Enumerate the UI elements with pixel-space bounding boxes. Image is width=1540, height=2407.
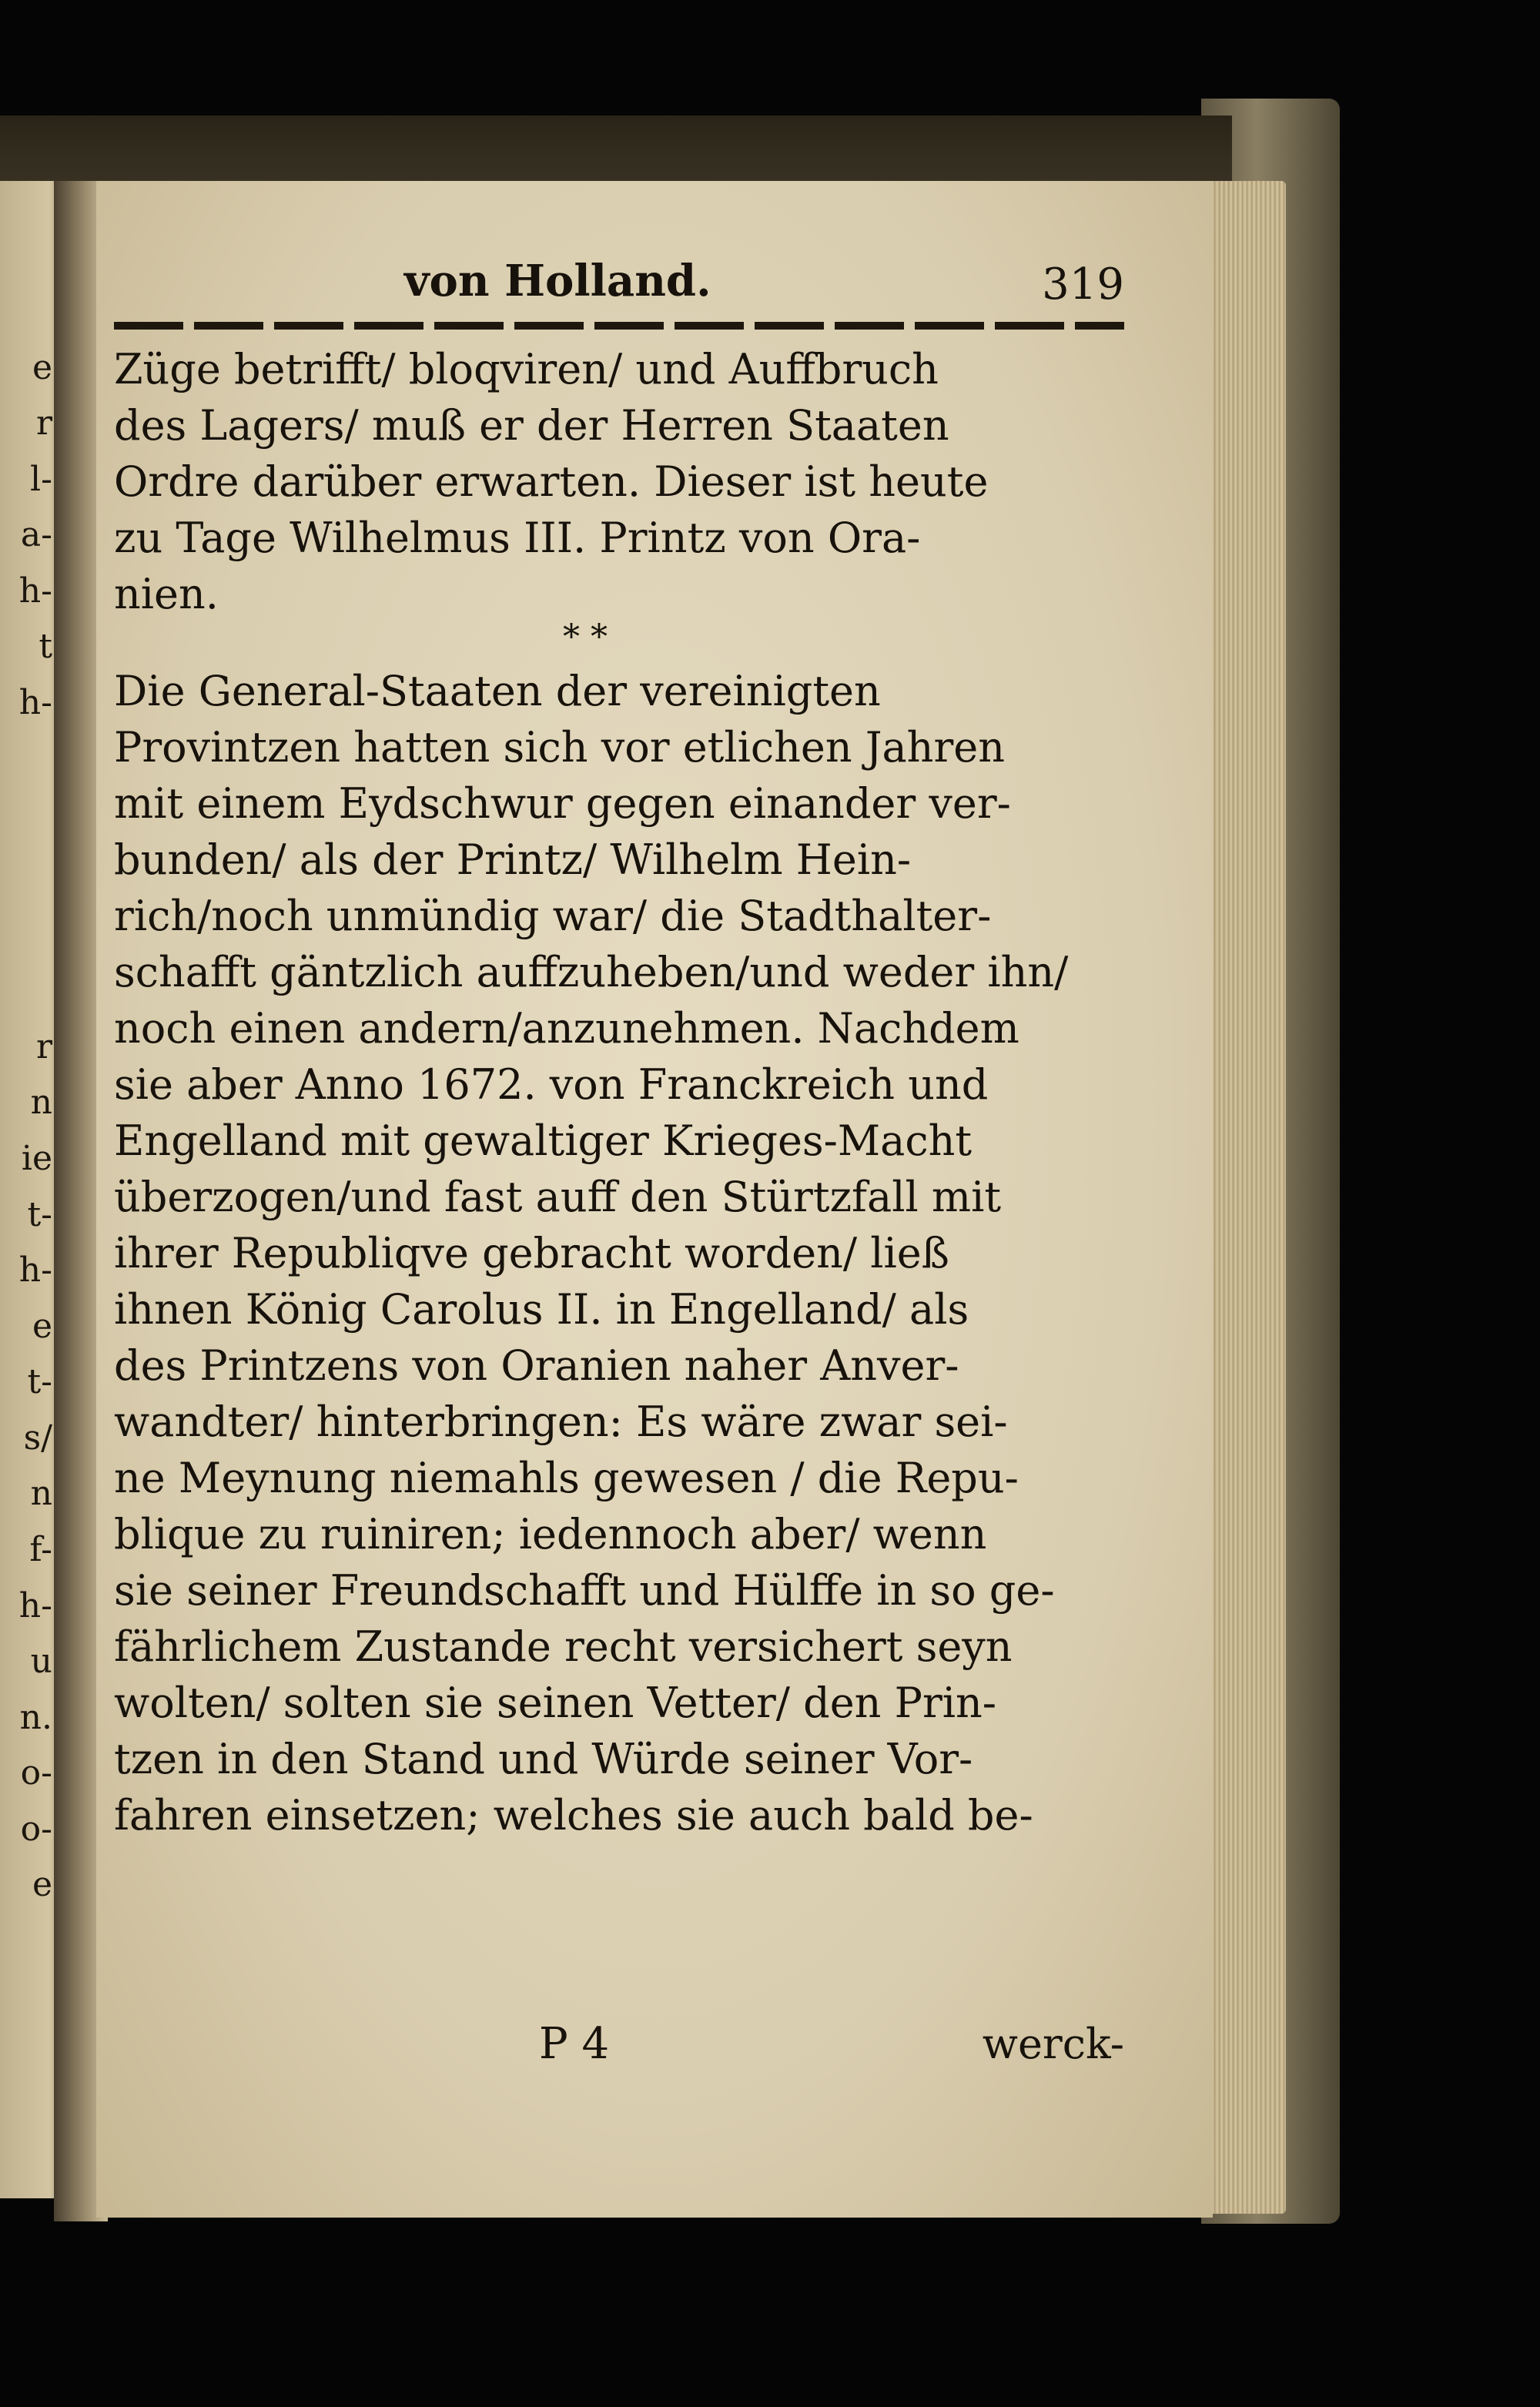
text-line: schafft gäntzlich auffzuheben/und weder ihn/	[114, 948, 1069, 996]
margin-fragment: t-	[27, 1362, 52, 1401]
page-number: 319	[1042, 259, 1124, 310]
margin-fragment: o-	[20, 1809, 52, 1849]
text-line: rich/noch unmündig war/ die Stadthalter-	[114, 892, 992, 940]
text-line: mit einem Eydschwur gegen einander ver-	[114, 779, 1011, 828]
margin-fragment: n	[30, 1083, 52, 1122]
text-line: sie aber Anno 1672. von Franckreich und	[114, 1060, 989, 1109]
text-line: fährlichem Zustande recht versichert seyn	[114, 1622, 1013, 1671]
running-head: von Holland.	[404, 256, 711, 306]
margin-fragment: e	[32, 1307, 52, 1346]
margin-fragment: r	[35, 1027, 52, 1066]
text-line: Die General-Staaten der vereinigten	[114, 667, 881, 715]
text-line: blique zu ruiniren; iedennoch aber/ wenn	[114, 1510, 987, 1558]
margin-fragment: h-	[18, 1250, 52, 1290]
margin-fragment: o-	[20, 1753, 52, 1793]
margin-fragment: h-	[18, 571, 52, 611]
margin-fragment: t-	[27, 1195, 52, 1234]
header-rule	[114, 322, 1124, 330]
margin-fragment: h-	[18, 683, 52, 722]
margin-fragment: a-	[20, 515, 52, 554]
text-line: des Printzens von Oranien naher Anver-	[114, 1341, 959, 1390]
section-ornament: * *	[563, 618, 608, 657]
text-line: zu Tage Wilhelmus III. Printz von Ora-	[114, 514, 921, 562]
text-line: ne Meynung niemahls gewesen / die Repu-	[114, 1454, 1019, 1502]
margin-fragment: s/	[23, 1418, 52, 1458]
text-line: fahren einsetzen; welches sie auch bald be-	[114, 1791, 1033, 1840]
text-line: bunden/ als der Printz/ Wilhelm Hein-	[114, 835, 912, 884]
text-line: nien.	[114, 570, 219, 618]
text-line: Engelland mit gewaltiger Krieges-Macht	[114, 1116, 973, 1165]
text-line: des Lagers/ muß er der Herren Staaten	[114, 401, 949, 450]
text-line: ihrer Republiqve gebracht worden/ ließ	[114, 1229, 949, 1277]
margin-fragment: u	[30, 1642, 52, 1681]
catchword: werck-	[982, 2020, 1124, 2068]
margin-fragment: r	[35, 403, 52, 443]
text-line: sie seiner Freundschafft und Hülffe in so ge-	[114, 1566, 1055, 1615]
signature-mark: P 4	[539, 2019, 610, 2069]
text-line: tzen in den Stand und Würde seiner Vor-	[114, 1735, 973, 1783]
text-line: Züge betrifft/ bloqviren/ und Auffbruch	[114, 345, 939, 393]
text-line: noch einen andern/anzunehmen. Nachdem	[114, 1004, 1019, 1053]
page-stack-edge	[1201, 181, 1286, 2214]
text-line: Provintzen hatten sich vor etlichen Jahren	[114, 723, 1005, 772]
margin-fragment: e	[32, 348, 52, 387]
margin-fragment: n	[30, 1474, 52, 1513]
text-line: Ordre darüber erwarten. Dieser ist heute	[114, 457, 989, 506]
margin-fragment: e	[32, 1865, 52, 1904]
margin-fragment: l-	[30, 460, 52, 499]
margin-fragment: n.	[19, 1698, 52, 1737]
margin-fragment: h-	[18, 1586, 52, 1625]
text-line: wandter/ hinterbringen: Es wäre zwar sei-	[114, 1398, 1008, 1446]
text-line: überzogen/und fast auff den Stürtzfall mit	[114, 1173, 1002, 1221]
margin-fragment: f-	[29, 1530, 52, 1569]
margin-fragment: t	[38, 627, 52, 666]
text-line: wolten/ solten sie seinen Vetter/ den Prin-	[114, 1679, 997, 1727]
text-line: ihnen König Carolus II. in Engelland/ als	[114, 1285, 969, 1334]
margin-fragment: ie	[21, 1139, 52, 1178]
